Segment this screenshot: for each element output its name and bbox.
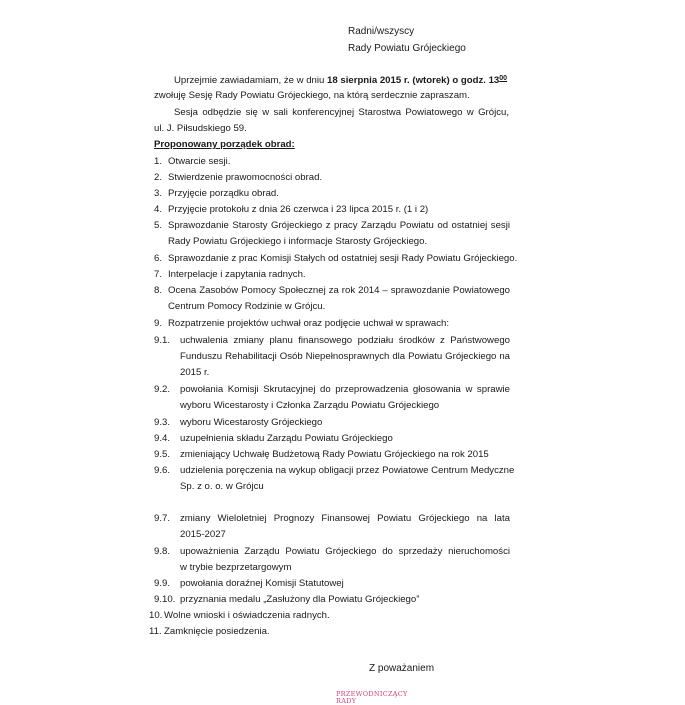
subitem-text-cont: Funduszu Rehabilitacji Osób Niepełnosprawnych dla Powiatu Grójeckiego na — [180, 351, 510, 362]
agenda-item-number: 3. — [154, 188, 163, 199]
addressee-line-1: Radni/wszyscy — [348, 26, 415, 37]
subitem-text: udzielenia poręczenia na wykup obligacji przez Powiatowe Centrum Medyczne — [180, 465, 515, 476]
agenda-item-number: 1. — [154, 156, 163, 167]
subitem-number: 9.6. — [154, 465, 171, 476]
subitem-number: 9.2. — [154, 384, 171, 395]
subitem-text-cont: wyboru Wicestarosty i Członka Zarządu Powiatu Grójeckiego — [180, 400, 440, 411]
agenda-item-text: Interpelacje i zapytania radnych. — [168, 269, 306, 280]
agenda-item-text: Zamknięcie posiedzenia. — [164, 626, 270, 637]
venue-line-1: Sesja odbędzie się w sali konferencyjnej Starostwa Powiatowego w Grójcu, — [174, 107, 509, 118]
subitem-text-cont: 2015-2027 — [180, 529, 226, 540]
agenda-item-number: 7. — [154, 269, 163, 280]
subitem-number: 9.1. — [154, 335, 171, 346]
agenda-item-text: Rozpatrzenie projektów uchwał oraz podjęcie uchwał w sprawach: — [168, 318, 450, 329]
subitem-text: uzupełnienia składu Zarządu Powiatu Grójeckiego — [180, 433, 393, 444]
agenda-item-number: 5. — [154, 220, 163, 231]
session-time-prefix: (wtorek) o godz. 13 — [409, 75, 500, 86]
agenda-item-text: Otwarcie sesji. — [168, 156, 231, 167]
venue-line-2: ul. J. Piłsudskiego 59. — [154, 123, 247, 134]
agenda-item-number: 6. — [154, 253, 163, 264]
agenda-item-text: Sprawozdanie z prac Komisji Stałych od ostatniej sesji Rady Powiatu Grójeckiego. — [168, 253, 518, 264]
subitem-text: zmieniający Uchwałę Budżetową Rady Powiatu Grójeckiego na rok 2015 — [180, 449, 489, 460]
subitem-text: powołania doraźnej Komisji Statutowej — [180, 578, 344, 589]
agenda-item-text: Wolne wnioski i oświadczenia radnych. — [164, 610, 330, 621]
subitem-number: 9.8. — [154, 546, 171, 557]
subitem-number: 9.4. — [154, 433, 171, 444]
subitem-number: 9.7. — [154, 513, 171, 524]
subitem-number: 9.5. — [154, 449, 171, 460]
agenda-item-number: 10. — [149, 610, 163, 621]
subitem-text: upoważnienia Zarządu Powiatu Grójeckiego do sprzedaży nieruchomości — [180, 546, 510, 557]
intro-line-1 — [174, 75, 507, 86]
agenda-item-text: Stwierdzenie prawomocności obrad. — [168, 172, 323, 183]
agenda-item-number: 9. — [154, 318, 163, 329]
agenda-heading: Proponowany porządek obrad: — [154, 139, 295, 150]
intro-text-a: Uprzejmie zawiadamiam, że w dniu — [174, 75, 328, 86]
agenda-item-number: 2. — [154, 172, 163, 183]
agenda-item-text: Ocena Zasobów Pomocy Społecznej za rok 2014 – sprawozdanie Powiatowego — [168, 285, 510, 296]
subitem-text: zmiany Wieloletniej Prognozy Finansowej Powiatu Grójeckiego na lata — [180, 513, 510, 524]
chairman-stamp: PRZEWODNICZĄCY RADY — [336, 690, 408, 705]
agenda-item-number: 11. — [149, 626, 162, 637]
intro-line-2: zwołuję Sesję Rady Powiatu Grójeckiego, na którą serdecznie zapraszam. — [154, 90, 470, 101]
subitem-text-cont: Sp. z o. o. w Grójcu — [180, 481, 264, 492]
subitem-number: 9.3. — [154, 417, 171, 428]
addressee-line-2: Rady Powiatu Grójeckiego — [348, 43, 466, 54]
subitem-text: powołania Komisji Skrutacyjnej do przeprowadzenia głosowania w sprawie — [180, 384, 510, 395]
agenda-item-text-cont: Centrum Pomocy Rodzinie w Grójcu. — [168, 301, 326, 312]
subitem-text-cont: 2015 r. — [180, 367, 210, 378]
agenda-item-number: 4. — [154, 204, 163, 215]
subitem-number: 9.10. — [154, 594, 176, 605]
subitem-text: wyboru Wicestarosty Grójeckiego — [180, 417, 323, 428]
subitem-text: uchwalenia zmiany planu finansowego podziału środków z Państwowego — [180, 335, 510, 346]
session-time-minutes: 00 — [499, 75, 508, 82]
agenda-item-number: 8. — [154, 285, 163, 296]
subitem-number: 9.9. — [154, 578, 171, 589]
subitem-text: przyznania medalu „Zasłużony dla Powiatu Grójeckiego” — [180, 594, 420, 605]
agenda-item-text: Przyjęcie porządku obrad. — [168, 188, 279, 199]
subitem-text-cont: w trybie bezprzetargowym — [180, 562, 292, 573]
signoff: Z poważaniem — [369, 663, 435, 674]
agenda-item-text: Przyjęcie protokołu z dnia 26 czerwca i 23 lipca 2015 r. (1 i 2) — [168, 204, 429, 215]
session-date: 18 sierpnia 2015 r. — [327, 75, 410, 86]
agenda-item-text: Sprawozdanie Starosty Grójeckiego z pracy Zarządu Powiatu od ostatniej sesji — [168, 220, 510, 231]
agenda-item-text-cont: Rady Powiatu Grójeckiego i informacje Starosty Grójeckiego. — [168, 236, 428, 247]
